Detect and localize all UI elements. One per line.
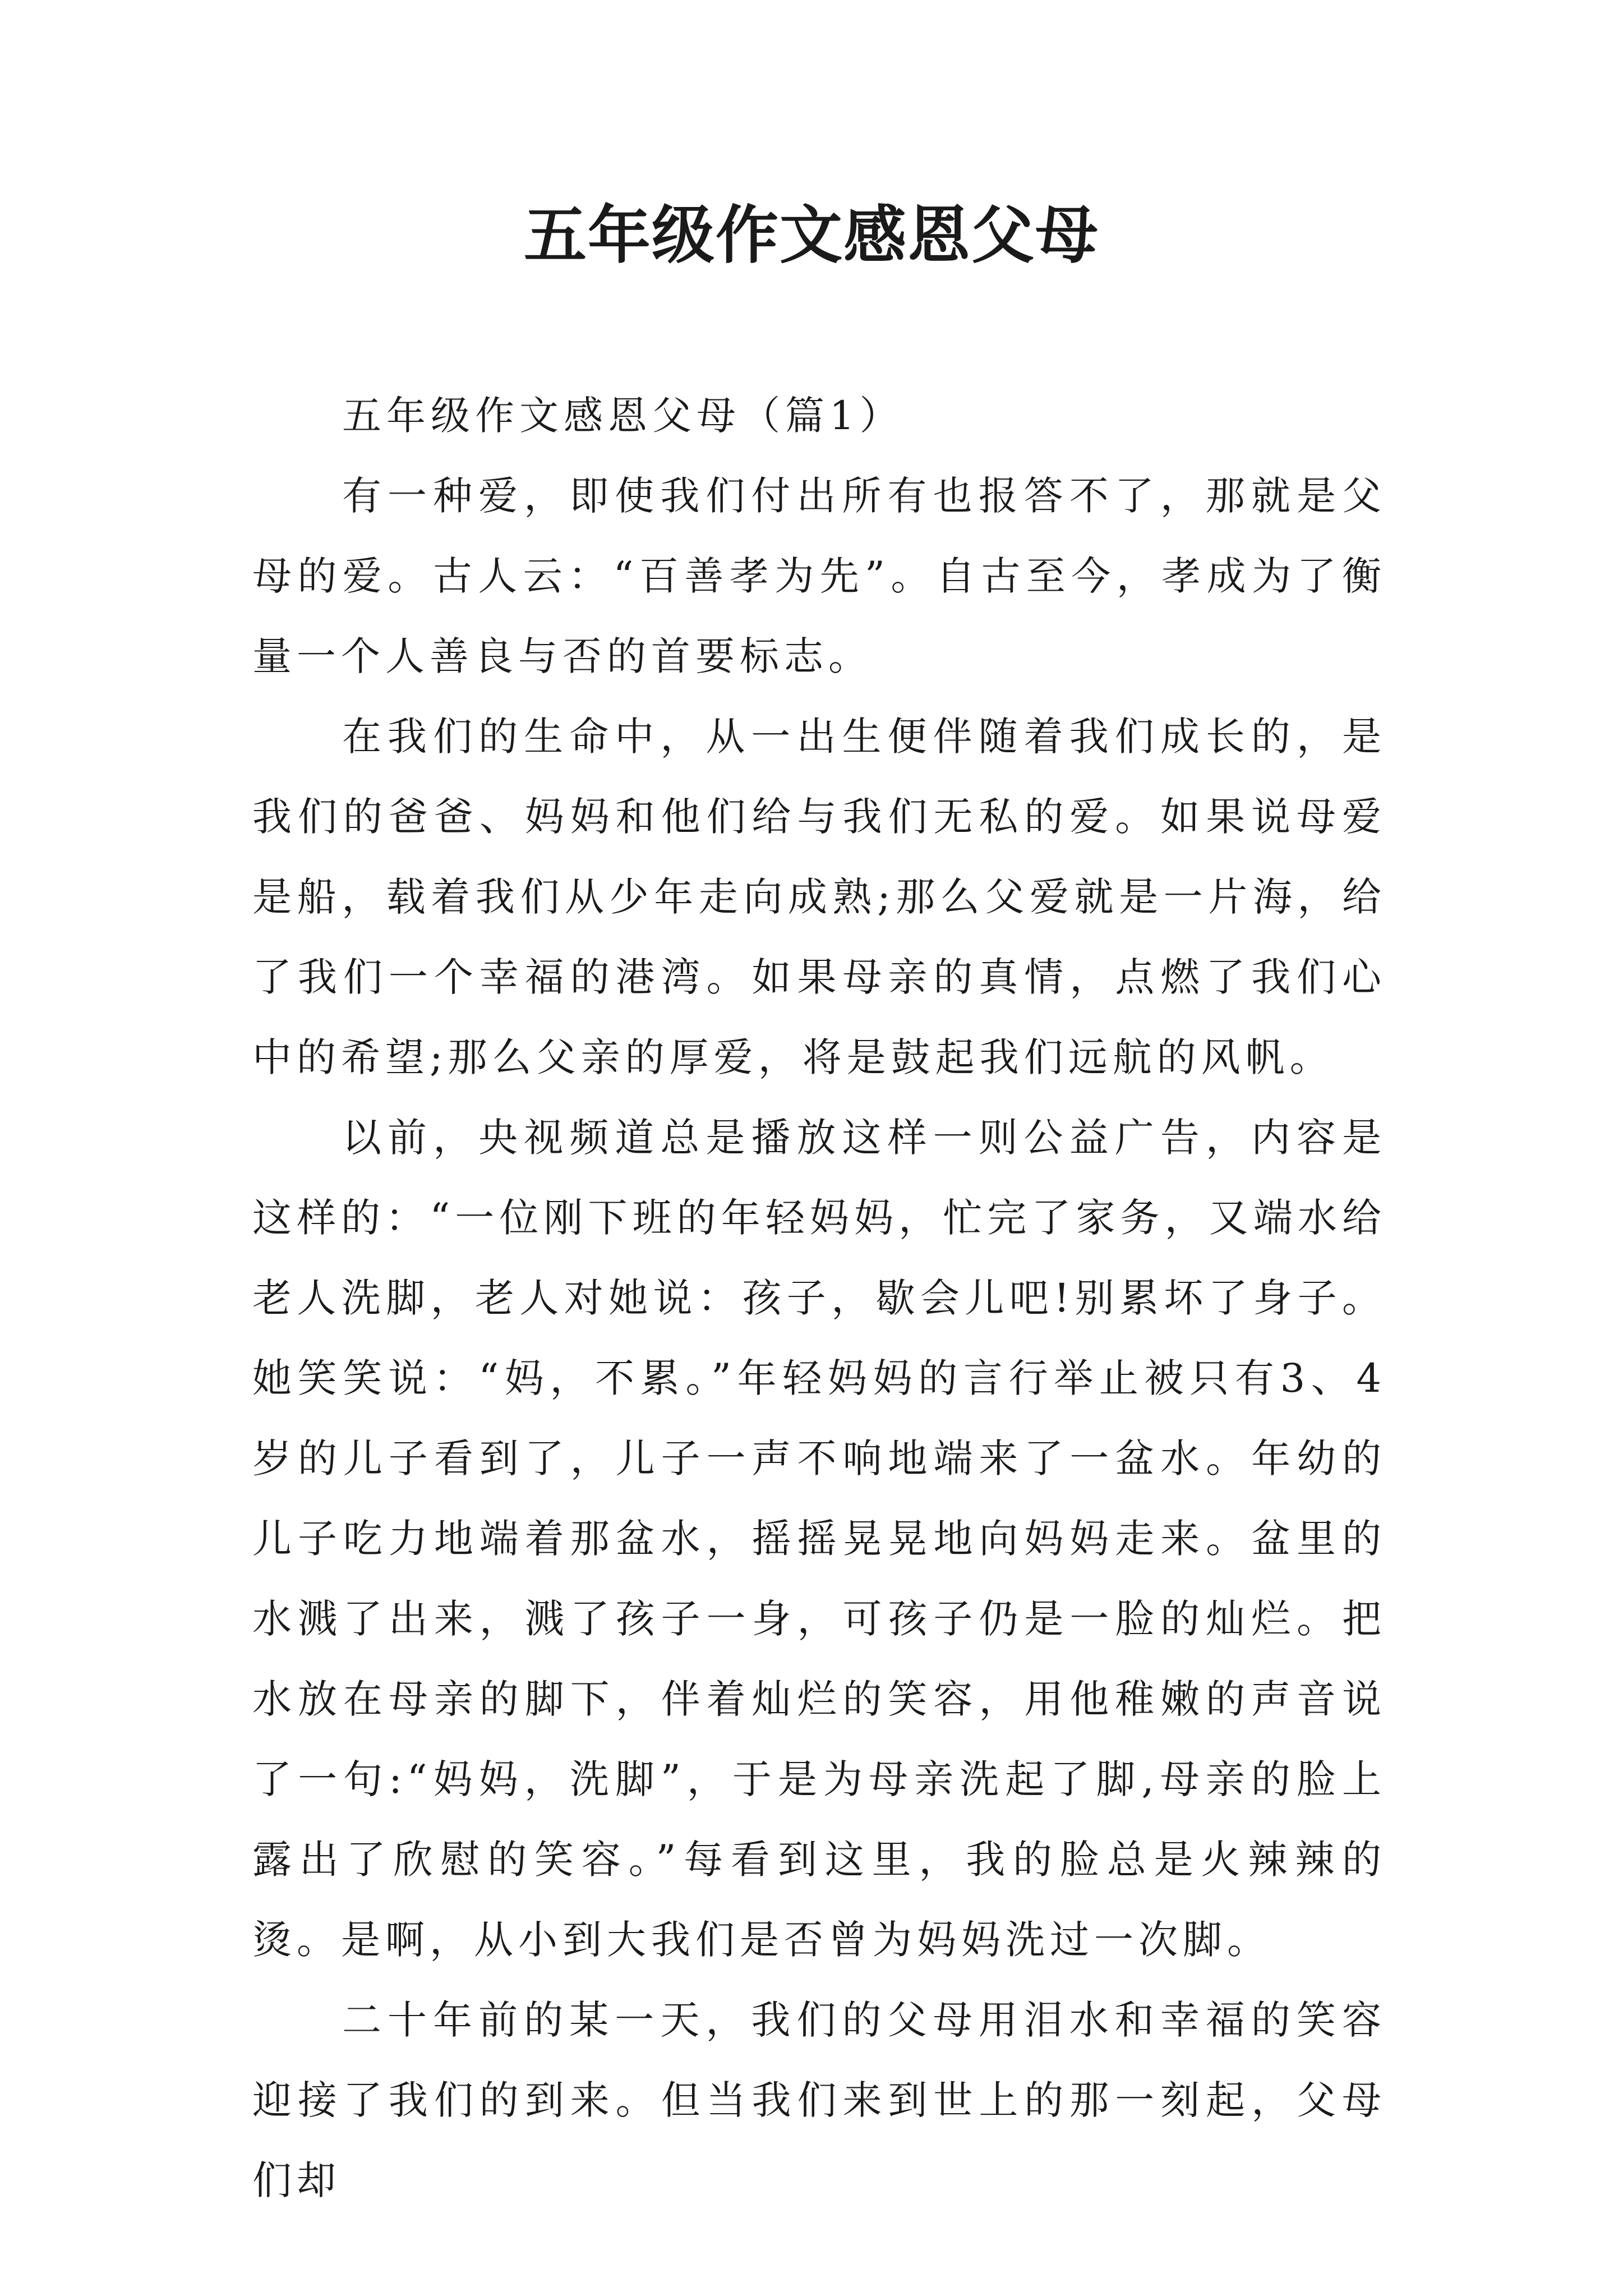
document-body (252, 376, 1386, 2221)
paragraph: 二十年前的某一天，我们的父母用泪水和幸福的笑容迎接了我们的到来。但当我们来到世上的那一刻起，父母们却 (252, 1997, 1386, 2203)
paragraph: 在我们的生命中，从一出生便伴随着我们成长的，是我们的爸爸、妈妈和他们给与我们无私的爱。如果说母爱是船，载着我们从少年走向成熟;那么父爱就是一片海，给了我们一个幸福的港湾。如果母亲的真情，点燃了我们心中的希望;那么父亲的厚爱，将是鼓起我们远航的风帆。 (252, 714, 1386, 1080)
document-title: 五年级作文感恩父母 (524, 199, 1099, 272)
section-heading: 五年级作文感恩父母（篇1） (342, 393, 904, 439)
paragraph: 以前，央视频道总是播放这样一则公益广告，内容是这样的：“一位刚下班的年轻妈妈，忙完了家务，又端水给老人洗脚，老人对她说：孩子，歇会儿吧!别累坏了身子。她笑笑说：“妈，不累。”年轻妈妈的言行举止被只有3、4岁的儿子看到了，儿子一声不响地端来了一盆水。年幼的儿子吃力地端着那盆水，摇摇晃晃地向妈妈走来。盆里的水溅了出来，溅了孩子一身，可孩子仍是一脸的灿烂。把水放在母亲的脚下，伴着灿烂的笑容，用他稚嫩的声音说了一句:“妈妈，洗脚”，于是为母亲洗起了脚,母亲的脸上露出了欣慰的笑容。”每看到这里，我的脸总是火辣辣的烫。是啊，从小到大我们是否曾为妈妈洗过一次脚。 (252, 1115, 1386, 1963)
paragraph: 有一种爱，即使我们付出所有也报答不了，那就是父母的爱。古人云：“百善孝为先”。自古至今，孝成为了衡量一个人善良与否的首要标志。 (252, 473, 1386, 679)
